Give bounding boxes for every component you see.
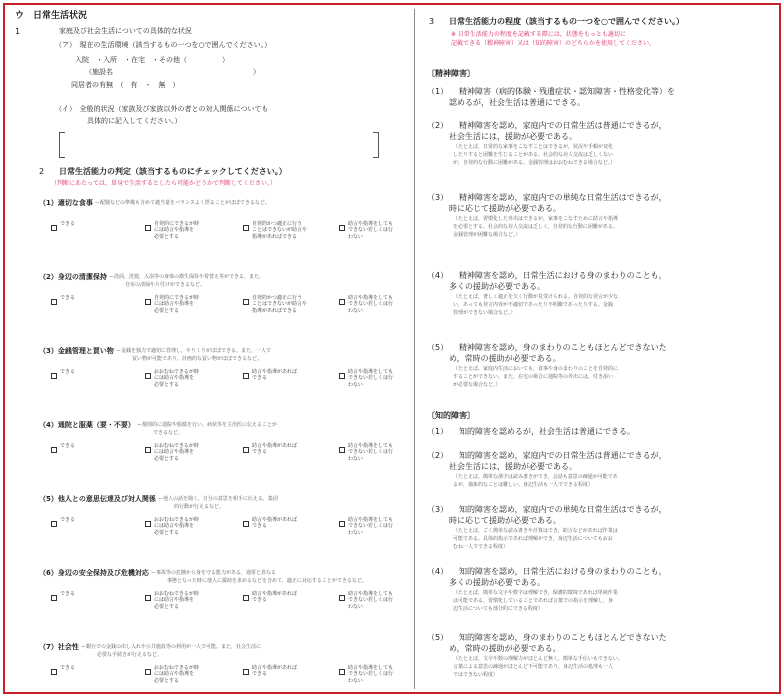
ability-item-description: ー規則的に通院や服薬を行い，病状等を主治医に伝えることが	[137, 422, 278, 428]
right-column	[423, 9, 775, 688]
level-example-note: を必要とする。社会的な対人交流は乏しく，自発的な行動に困難がある。	[453, 224, 618, 230]
ability-item-title: （3）金銭管理と買い物	[39, 347, 114, 355]
option-checkbox[interactable]	[243, 669, 249, 675]
bracket-left	[59, 132, 65, 158]
level-number[interactable]: （2）	[427, 121, 449, 130]
ability-item-description: ー金銭を独力で適切に管理し，やりくりがほぼできる。また，一人で	[116, 348, 272, 354]
option-label: 助言や指導があれば できる	[252, 591, 298, 604]
ability-item-title: （4）通院と服薬（要・不要）	[39, 421, 135, 429]
ability-item-description-cont: できるなど。	[153, 430, 184, 436]
column-divider	[414, 9, 415, 689]
section-2-number: 2	[39, 167, 45, 176]
option-checkbox[interactable]	[145, 521, 151, 527]
ability-item-title: （7）社会性	[39, 643, 79, 651]
bracket-right	[373, 132, 379, 158]
option-checkbox[interactable]	[51, 225, 57, 231]
option-label: 助言や指導をしても できない若しくは行 わない	[348, 517, 394, 536]
general-status-question-1: （イ） 全般的状況（家族及び家族以外の者との対人関係についても	[55, 105, 269, 113]
document-frame	[3, 3, 781, 694]
option-label: できる	[60, 443, 76, 449]
cohabitant-field[interactable]: 同居者の有無 （ 有 ・ 無 ）	[71, 81, 180, 89]
intellectual-disability-header: 〔知的障害〕	[427, 411, 475, 420]
subsection-1-title: 家庭及び社会生活についての具体的な状況	[59, 27, 192, 35]
option-checkbox[interactable]	[339, 595, 345, 601]
level-example-note: （たとえば，簡単な文字や数字は理解でき，保護的環境であれば単純作業	[453, 590, 618, 596]
option-checkbox[interactable]	[145, 595, 151, 601]
option-label: 助言や指導をしても できない若しくは行 わない	[348, 591, 394, 610]
level-number[interactable]: （1）	[427, 87, 449, 96]
level-text-line-1: 知的障害を認め，日常生活における身のまわりのことも，	[459, 567, 667, 576]
ability-item-description: ー洗面，洗髪，入浴等の身体の衛生保持や着替え等ができる。また，	[109, 274, 265, 280]
section-2-note: （判断にあたっては，単身で生活するとしたら可能かどうかで判断してください。）	[51, 180, 277, 187]
level-text-line-2: め，常時の援助が必要である。	[449, 644, 561, 653]
mental-disability-header: 〔精神障害〕	[427, 69, 475, 78]
option-label: おおむねできるが時 には助言や指導を 必要とする	[154, 443, 199, 462]
level-number[interactable]: （5）	[427, 633, 449, 642]
option-label: おおむねできるが時 には助言や指導を 必要とする	[154, 517, 199, 536]
level-example-note: したりすると困難を生じることがある。社会的な対人交流は乏しくない	[453, 152, 614, 158]
environment-options[interactable]: 入院 ・入所 ・在宅 ・その他（ ）	[75, 56, 229, 64]
option-checkbox[interactable]	[243, 373, 249, 379]
level-example-note: るが，抽象的なことは難しい。身辺生活も一人でできる程度）	[453, 482, 594, 488]
level-number[interactable]: （1）	[427, 427, 449, 436]
option-checkbox[interactable]	[339, 447, 345, 453]
level-example-note: むね一人でできる程度）	[453, 544, 509, 550]
level-example-note: 言葉による意思の疎通がほとんど不可能であり，身辺生活の処理も一人	[453, 664, 614, 670]
level-text-line-2: 多くの援助が必要である。	[449, 282, 545, 291]
level-text-line-1: 精神障害を認め，家庭内での日常生活は普通にできるが，	[459, 121, 667, 130]
level-example-note: （たとえば，日常的な家事をこなすことはできるが，状況や手順が変化	[453, 144, 614, 150]
level-example-note: （たとえば，習慣化した外出はできるが，家事をこなすために助言や指導	[453, 216, 619, 222]
option-label: 助言や指導があれば できる	[252, 443, 298, 456]
option-label: 助言や指導があれば できる	[252, 517, 298, 530]
option-checkbox[interactable]	[145, 299, 151, 305]
level-text-line-2: 社会生活には，援助が必要である。	[449, 462, 577, 471]
level-example-note: は可能である。習慣化していることであれば言葉での指示を理解し，身	[453, 598, 614, 604]
section-u-title: ウ 日常生活状況	[15, 11, 88, 21]
option-checkbox[interactable]	[339, 521, 345, 527]
subsection-1-number: 1	[15, 27, 21, 36]
level-example-note: が，自発的な行動に困難がある。金銭管理はおおむねできる場合など。）	[453, 160, 616, 166]
option-checkbox[interactable]	[339, 373, 345, 379]
option-label: 助言や指導があれば できる	[252, 369, 298, 382]
level-example-note: （たとえば，家庭内生活においても，食事や身のまわりのことを自発的に	[453, 366, 619, 372]
option-label: できる	[60, 517, 76, 523]
option-label: 助言や指導をしても できない若しくは行 わない	[348, 369, 394, 388]
level-example-note: （たとえば，簡単な漢字は読み書きができ，会話も意思の疎通が可能であ	[453, 474, 618, 480]
option-checkbox[interactable]	[339, 299, 345, 305]
option-checkbox[interactable]	[243, 299, 249, 305]
ability-item-description-cont: 買い物が可能であり，計画的な買い物がほぼできるなど。	[132, 356, 263, 362]
option-label: 助言や指導をしても できない若しくは行 わない	[348, 221, 394, 240]
level-number[interactable]: （2）	[427, 451, 449, 460]
option-label: 助言や指導をしても できない若しくは行 わない	[348, 295, 394, 314]
option-label: できる	[60, 591, 76, 597]
ability-item-description-cont: 的行動が行えるなど。	[174, 504, 225, 510]
environment-question: （ア） 現在の生活環境（該当するもの一つを○で囲んでください。）	[55, 41, 272, 49]
level-example-note: （たとえば，ごく簡単な読み書きや計算はでき，助言などがあれば作業は	[453, 528, 618, 534]
ability-item-description: ー配膳などの準備も含めて適当量をバランスよく摂ることがほぼできるなど。	[95, 200, 270, 206]
option-label: 自発的かつ適正に行う ことはできないが助言や 指導があればできる	[252, 295, 308, 314]
ability-item-title: （2）身辺の清潔保持	[39, 273, 107, 281]
option-label: 助言や指導があれば できる	[252, 665, 298, 678]
level-text-line-1: 知的障害を認め，家庭内での日常生活は普通にできるが，	[459, 451, 667, 460]
level-text-line-1: 精神障害を認め，日常生活における身のまわりのことも，	[459, 271, 667, 280]
facility-name-field[interactable]: （施設名 ）	[85, 68, 260, 76]
level-number[interactable]: （4）	[427, 271, 449, 280]
ability-item-description-cont: 必要な手続きが行えるなど。	[97, 652, 163, 658]
level-text-line-2: 認めるが，社会生活は普通にできる。	[449, 98, 585, 107]
option-checkbox[interactable]	[243, 521, 249, 527]
general-status-textarea[interactable]	[67, 132, 371, 158]
option-label: おおむねできるが時 には助言や指導を 必要とする	[154, 369, 199, 388]
option-checkbox[interactable]	[243, 595, 249, 601]
option-checkbox[interactable]	[51, 595, 57, 601]
option-checkbox[interactable]	[339, 669, 345, 675]
level-number[interactable]: （4）	[427, 567, 449, 576]
level-number[interactable]: （5）	[427, 343, 449, 352]
ability-item-description: ー事故等の危険から身を守る能力がある，通常と異なる	[151, 570, 277, 576]
level-text-line-1: 知的障害を認め，家庭内での単純な日常生活はできるが，	[459, 505, 667, 514]
level-example-note: が必要な場合など。）	[453, 382, 501, 388]
option-label: 助言や指導をしても できない若しくは行 わない	[348, 665, 394, 684]
section-3-note-1: ※ 日常生活能力の程度を記載する際には，状態をもっとも適切に	[451, 31, 626, 38]
level-example-note: 金銭管理が困難な場合など。）	[453, 232, 521, 238]
option-checkbox[interactable]	[339, 225, 345, 231]
level-text-line-1: 精神障害（病的体験・残遺症状・認知障害・性格変化等）を	[459, 87, 675, 96]
option-checkbox[interactable]	[145, 373, 151, 379]
ability-item-title: （6）身辺の安全保持及び危機対応	[39, 569, 149, 577]
option-checkbox[interactable]	[51, 521, 57, 527]
section-3-title: 日常生活能力の程度（該当するもの一つを○で囲んでください。）	[449, 17, 684, 26]
left-column	[11, 9, 409, 688]
level-text-line-1: 精神障害を認め，家庭内での単純な日常生活はできるが，	[459, 193, 667, 202]
level-text-line-1: 精神障害を認め，身のまわりのこともほとんどできないた	[459, 343, 667, 352]
option-checkbox[interactable]	[145, 669, 151, 675]
option-checkbox[interactable]	[51, 669, 57, 675]
level-example-note: い，あっても発言内容が不適切であったり不明瞭であったりする。金銭	[453, 302, 613, 308]
ability-item-title: （5）他人との意思伝達及び対人関係	[39, 495, 156, 503]
section-2-title: 日常生活能力の判定（該当するものにチェックしてください。）	[59, 167, 287, 176]
ability-item-title: （1）適切な食事	[39, 199, 93, 207]
level-example-note: 可能である。具体的指示であれば理解ができ，身辺生活についてもおお	[453, 536, 613, 542]
level-number[interactable]: （3）	[427, 505, 449, 514]
option-checkbox[interactable]	[145, 447, 151, 453]
option-checkbox[interactable]	[51, 373, 57, 379]
option-label: おおむねできるが時 には助言や指導を 必要とする	[154, 665, 199, 684]
option-label: 自発的かつ適正に行う ことはできないが助言や 指導があればできる	[252, 221, 308, 240]
level-text-line-2: 時に応じて援助が必要である。	[449, 516, 561, 525]
option-checkbox[interactable]	[243, 225, 249, 231]
level-text-line-2: 社会生活には，援助が必要である。	[449, 132, 577, 141]
level-example-note: （たとえば，著しく適正を欠く行動が見受けられる。自発的な発言が少な	[453, 294, 619, 300]
option-checkbox[interactable]	[145, 225, 151, 231]
level-text-line-2: 多くの援助が必要である。	[449, 578, 545, 587]
level-example-note: することができない。また，在宅の場合に通院等の外出には，付き添い	[453, 374, 614, 380]
option-label: 自発的にできるが時 には助言や指導を 必要とする	[154, 221, 200, 240]
level-text-line-2: 時に応じて援助が必要である。	[449, 204, 561, 213]
section-3-number: 3	[429, 17, 435, 26]
option-label: おおむねできるが時 には助言や指導を 必要とする	[154, 591, 199, 610]
option-label: 助言や指導をしても できない若しくは行 わない	[348, 443, 394, 462]
option-label: できる	[60, 221, 76, 227]
ability-item-description-cont: 自室の清掃や片付けができるなど。	[125, 282, 206, 288]
level-text-line-2: め，常時の援助が必要である。	[449, 354, 561, 363]
level-text-line-1: 知的障害を認め，身のまわりのこともほとんどできないた	[459, 633, 667, 642]
option-checkbox[interactable]	[243, 447, 249, 453]
level-example-note: 管理ができない場合など。）	[453, 310, 516, 316]
level-text-line-1: 知的障害を認めるが，社会生活は普通にできる。	[459, 427, 635, 436]
option-checkbox[interactable]	[51, 447, 57, 453]
option-label: できる	[60, 369, 76, 375]
level-example-note: ではできない程度）	[453, 672, 499, 678]
general-status-question-2: 具体的に記入してください。）	[87, 117, 182, 125]
level-example-note: （たとえば，文字や数の理解力がほとんど無く，簡単な手伝いもできない。	[453, 656, 623, 662]
ability-item-description: ー他人の話を聞く，自分の意思を相手に伝える，集団	[158, 496, 278, 502]
section-3-note-2: 記載できる（精神障害）又は（知的障害）のどちらかを使用してください。	[451, 40, 656, 47]
ability-item-description: ー銀行での金銭の出し入れや公共施設等の利用が一人で可能。また，社会生活に	[81, 644, 262, 650]
ability-item-description-cont: 事態となった時に他人に援助を求めるなどを含めて，適正に対応することができるなど。	[167, 578, 367, 584]
option-checkbox[interactable]	[51, 299, 57, 305]
option-label: できる	[60, 665, 76, 671]
level-number[interactable]: （3）	[427, 193, 449, 202]
option-label: 自発的にできるが時 には助言や指導を 必要とする	[154, 295, 200, 314]
option-label: できる	[60, 295, 76, 301]
level-example-note: 辺生活についても部分的にできる程度）	[453, 606, 543, 612]
